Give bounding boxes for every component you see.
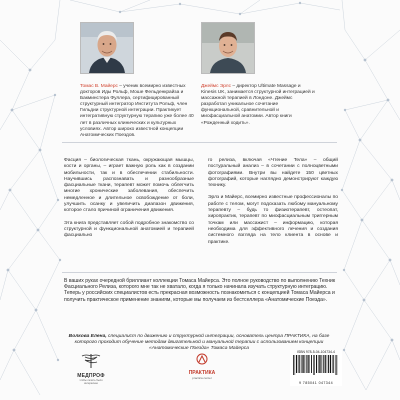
description-column-right — [208, 158, 338, 252]
practica-logo-icon — [194, 353, 210, 365]
partner-logo — [180, 352, 224, 382]
partner-name: ПРАКТИКА — [188, 370, 216, 376]
author-bio-text: – директор Ultimate Massage и Kinesis UK, занимается структурной интеграцией и массажной терапией в Лондоне. Джеймс разработал уникальное сочетание функциональной, сравнительной и миофасциальной анатомии. Автор книги «Рожденный ходить». — [201, 84, 315, 126]
publisher-name: МЕДПРОФ — [77, 373, 105, 379]
isbn-barcode — [290, 350, 342, 386]
section-divider — [62, 142, 337, 143]
description-paragraph: го релиза, включая «Чтение Тела» – общий постуральный анализ – в сочетании с полноцветными фотографиями. Внутри вы найдете 150 цветных фотографий, которые наглядно демонстрируют каждую технику. — [208, 158, 338, 189]
publisher-slogan: чтобы лечить было интереснее — [79, 379, 103, 385]
author-bio-myers — [80, 84, 196, 139]
description-paragraph: Эрлз и Майерс, всемирно известные профессионалы по работе с телом, могут подсказать любому мануальному терапевту – будь то физиотерапевт, остеопат, хиропрактик, терапевт по миофасциальным триггерным точкам или массажист – информацию, которая необходима для эффективного лечения и создания системного взгляда на тело клиента в основе и практике. — [208, 195, 338, 245]
author-photo-myers — [80, 22, 134, 74]
description-column-left — [64, 158, 194, 246]
review-quote: В ваших руках очередной бриллиант коллекции Томаса Майерса. Это полное руководство по выполнению Техник Фасциального Релиза, которого мне так не хватало, когда я только начинала изучать структурную интеграцию. Теперь у российских специалистов есть прекрасная возможность познакомиться с концепцией Томаса Майерса и получить практическое применение знаниям, которые мы получаем из бестселлера «Анатомические Поезда». — [64, 278, 336, 303]
author-name: Джеймс Эрлс — [201, 84, 231, 89]
barcode-number: 9 785041 047344 — [299, 381, 333, 385]
reviewer-name: Волкова Елена, — [68, 334, 107, 339]
author-photo-earls — [201, 22, 255, 74]
barcode-icon — [290, 354, 342, 376]
description-paragraph: Эта книга представляет собой подробное знакомство со структурной и функциональной анатомией и терапией фасциально — [64, 220, 194, 239]
section-divider — [62, 272, 337, 273]
publisher-logo — [74, 354, 108, 384]
author-bio-earls — [201, 84, 317, 127]
partner-subtitle: practica center — [192, 376, 212, 380]
caduceus-icon — [80, 354, 102, 368]
isbn-label: ISBN 978-5-04-104734-4 — [297, 350, 335, 354]
reviewer-text: специалист по движению и структурной интеграции, основатель центра ПРАКТИКА, на базе которого проходит обучение методам двигательной и мануальной терапии с использованием концепции «Анатомические Поезда» Томаса Майерса — [74, 334, 330, 352]
author-bio-text: – ученик всемирно известных докторов Иды Рольф, Моше Фельденкрайза и Бакминстера Фуллера, сертифицированный структурный интегратор Института Рольф, член Гильдии структурной интеграции. Практикует интегративную структурную терапию уже более 40 лет в различных клинических и культурных условиях. Автор широко известной концепции Анатомических Поездов. — [80, 84, 194, 138]
author-name: Томас В. Майерс — [80, 84, 118, 89]
description-paragraph: Фасция – биологическая ткань, окружающая мышцы, кости и органы, – играет важную роль как в создании мобильности, так и в обеспечении стабильности. Научившись распознавать и разнообразные фасциальные ткани, терапевт может помочь облегчить многие хронические заболевания, обеспечить немедленное и длительное освобождение от боли, улучшить осанку и увеличить диапазон движения, которое стало причиной ограничения движения. — [64, 158, 194, 214]
